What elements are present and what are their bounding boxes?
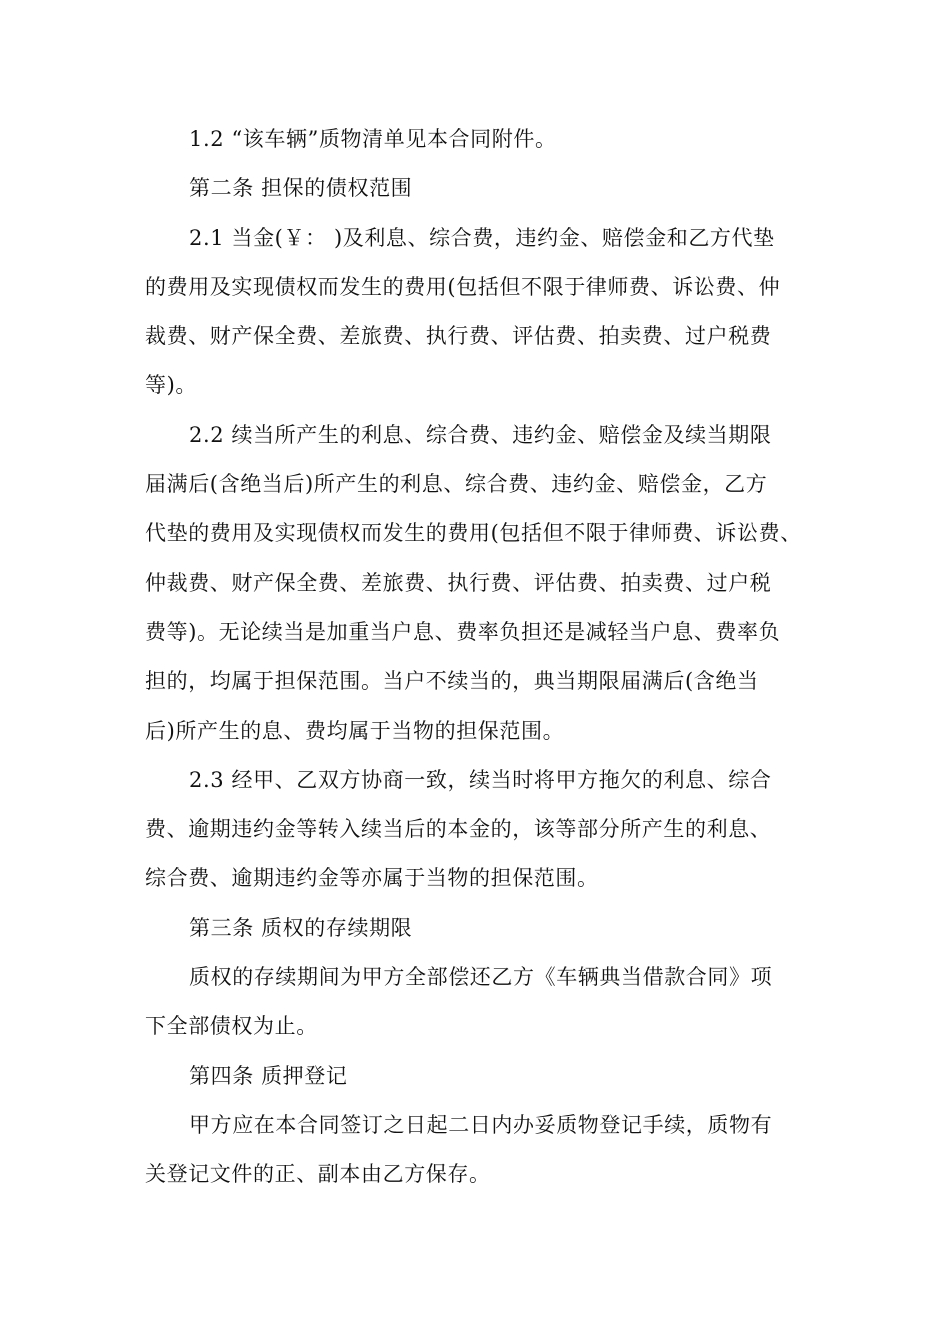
clause-2-2-line-7: 后)所产生的息、费均属于当物的担保范围。 [145, 718, 565, 743]
clause-2-2-line-4: 仲裁费、财产保全费、差旅费、执行费、评估费、拍卖费、过户税 [145, 570, 772, 595]
clause-2-2-line-3: 代垫的费用及实现债权而发生的费用(包括但不限于律师费、诉讼费、 [145, 521, 802, 546]
article-3-text-line-2: 下全部债权为止。 [145, 1014, 318, 1039]
clause-2-1-line-3: 裁费、财产保全费、差旅费、执行费、评估费、拍卖费、过户税费 [145, 324, 772, 349]
article-3-text-line-1: 质权的存续期间为甲方全部偿还乙方《车辆典当借款合同》项 [189, 965, 773, 990]
article-4-text-line-1: 甲方应在本合同签订之日起二日内办妥质物登记手续，质物有 [189, 1112, 773, 1137]
clause-2-2-line-6: 担的，均属于担保范围。当户不续当的，典当期限届满后(含绝当 [145, 669, 759, 694]
clause-2-2-line-2: 届满后(含绝当后)所产生的利息、综合费、违约金、赔偿金，乙方 [145, 472, 768, 497]
contract-body-text [145, 115, 825, 1200]
clause-1-2-line-1: 1.2 “该车辆”质物清单见本合同附件。 [189, 127, 557, 151]
clause-2-3-line-3: 综合费、逾期违约金等亦属于当物的担保范围。 [145, 866, 599, 891]
clause-2-3-line-1: 2.3 经甲、乙双方协商一致，续当时将甲方拖欠的利息、综合 [189, 767, 772, 792]
clause-2-1-line-1: 2.1 当金(￥： )及利息、综合费，违约金、赔偿金和乙方代垫 [189, 225, 775, 250]
clause-2-1-line-4: 等)。 [145, 373, 197, 398]
clause-2-2-line-1: 2.2 续当所产生的利息、综合费、违约金、赔偿金及续当期限 [189, 422, 772, 447]
clause-2-3-line-2: 费、逾期违约金等转入续当后的本金的，该等部分所产生的利息、 [145, 817, 772, 842]
clause-2-1-line-2: 的费用及实现债权而发生的费用(包括但不限于律师费、诉讼费、仲 [145, 274, 781, 299]
article-3-heading: 第三条 质权的存续期限 [189, 915, 413, 940]
article-4-heading: 第四条 质押登记 [189, 1063, 348, 1088]
article-4-text-line-2: 关登记文件的正、副本由乙方保存。 [145, 1162, 491, 1187]
article-2-heading: 第二条 担保的债权范围 [189, 176, 413, 201]
clause-2-2-line-5: 费等)。无论续当是加重当户息、费率负担还是减轻当户息、费率负 [145, 619, 781, 644]
